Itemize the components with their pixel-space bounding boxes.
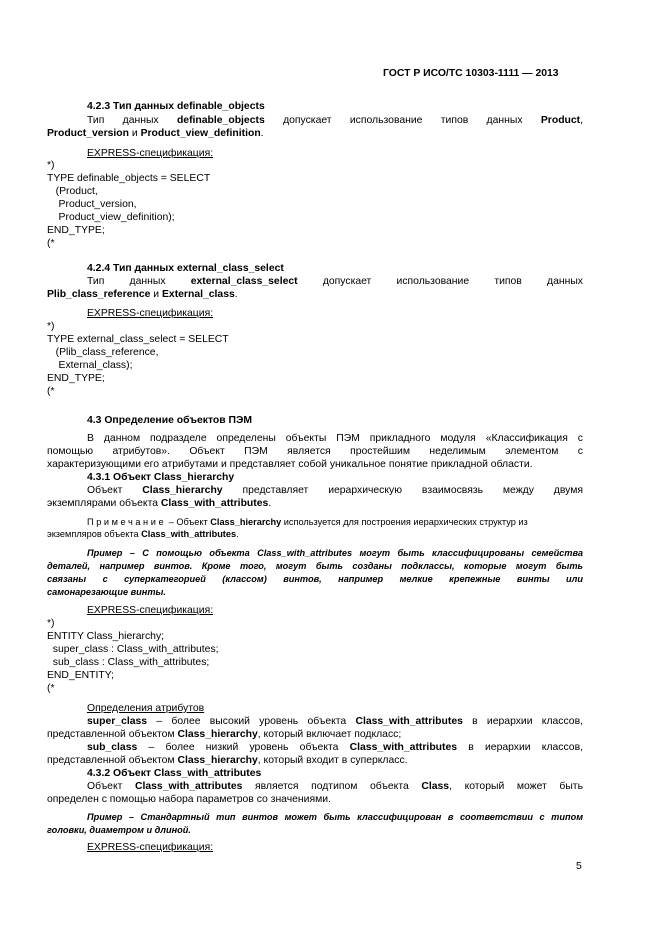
paragraph-4-2-3-line2: Product_version и Product_view_definition. bbox=[47, 128, 264, 139]
example-line2: головки, диаметром и длиной. bbox=[47, 825, 191, 835]
section-heading-4-3-1: 4.3.1 Объект Class_hierarchy bbox=[87, 472, 235, 483]
section-heading-4-2-3: 4.2.3 Тип данных definable_objects bbox=[87, 101, 265, 112]
code-line: END_TYPE; bbox=[47, 373, 105, 384]
code-line: (* bbox=[47, 683, 55, 694]
example-line2: деталей, например винтов. Кроме того, могут быть созданы подклассы, которые могут быть bbox=[47, 561, 583, 571]
code-line: (* bbox=[47, 386, 55, 397]
note-label: Примечание bbox=[87, 517, 167, 527]
attribute-super-class-line1: super_class – более высокий уровень объекта Class_with_attributes в иерархии классов, bbox=[87, 716, 583, 727]
attribute-super-class-line2: представленной объектом Class_hierarchy, который включает подкласс; bbox=[47, 729, 402, 740]
code-line: sub_class : Class_with_attributes; bbox=[47, 657, 210, 668]
code-line: END_TYPE; bbox=[47, 225, 105, 236]
code-line: ENTITY Class_hierarchy; bbox=[47, 631, 165, 642]
code-line: (Plib_class_reference, bbox=[47, 347, 159, 358]
attribute-sub-class-line1: sub_class – более низкий уровень объекта Class_with_attributes в иерархии классов, bbox=[87, 742, 583, 753]
paragraph-4-3-2-line1: Объект Class_with_attributes является подтипом объекта Class, который может быть bbox=[87, 781, 583, 792]
paragraph-4-3-1-line1: Объект Class_hierarchy представляет иерархическую взаимосвязь между двумя bbox=[87, 485, 584, 496]
paragraph-4-2-3-line1: Тип данных definable_objects допускает использование типов данных Product, bbox=[87, 115, 584, 126]
express-spec-label: EXPRESS-спецификация: bbox=[87, 842, 214, 853]
document-header: ГОСТ Р ИСО/ТС 10303-1111 — 2013 bbox=[383, 68, 559, 79]
example-line1: Пример – Стандартный тип винтов может быть классифицирован в соответствии с типом bbox=[87, 812, 583, 822]
section-heading-4-2-4: 4.2.4 Тип данных external_class_select bbox=[87, 263, 284, 274]
attributes-heading: Определения атрибутов bbox=[87, 703, 205, 714]
code-line: (Product, bbox=[47, 186, 98, 197]
express-spec-label: EXPRESS-спецификация: bbox=[87, 148, 214, 159]
example-line1: Пример – С помощью объекта Class_with_attributes могут быть классифицированы семейства bbox=[87, 548, 583, 558]
note-line2: экземпляров объекта Class_with_attributes. bbox=[47, 529, 239, 539]
code-line: External_class); bbox=[47, 360, 133, 371]
code-line: *) bbox=[47, 618, 55, 629]
attribute-sub-class-line2: представленной объектом Class_hierarchy, который входит в суперкласс. bbox=[47, 755, 408, 766]
code-line: Product_version, bbox=[47, 199, 137, 210]
code-line: *) bbox=[47, 160, 55, 171]
code-line: *) bbox=[47, 321, 55, 332]
express-spec-label: EXPRESS-спецификация: bbox=[87, 605, 214, 616]
paragraph-4-3-line2: помощью атрибутов». Объект ПЭМ является простейшим неделимым элементом с bbox=[47, 446, 583, 457]
section-heading-4-3: 4.3 Определение объектов ПЭМ bbox=[87, 415, 253, 426]
page-number: 5 bbox=[576, 861, 582, 872]
example-line4: самонарезающие винты. bbox=[47, 587, 166, 597]
code-line: super_class : Class_with_attributes; bbox=[47, 644, 219, 655]
paragraph-4-3-line3: характеризующими его атрибутами и представляет собой уникальное понятие прикладной области. bbox=[47, 459, 533, 470]
paragraph-4-2-4-line2: Plib_class_reference и External_class. bbox=[47, 289, 238, 300]
paragraph-4-3-line1: В данном подразделе определены объекты ПЭМ прикладного модуля «Классификация с bbox=[87, 433, 583, 444]
example-line3: связаны с суперкатегорией (классом) винтов, например мелкие крепежные винты или bbox=[47, 574, 583, 584]
code-line: END_ENTITY; bbox=[47, 670, 114, 681]
code-line: TYPE external_class_select = SELECT bbox=[47, 334, 229, 345]
code-line: (* bbox=[47, 238, 55, 249]
paragraph-4-2-4-line1: Тип данных external_class_select допускает использование типов данных bbox=[87, 276, 583, 287]
paragraph-4-3-2-line2: определен с помощью набора параметров со значениями. bbox=[47, 794, 331, 805]
paragraph-4-3-1-line2: экземплярами объекта Class_with_attributes. bbox=[47, 498, 272, 509]
code-line: Product_view_definition); bbox=[47, 212, 175, 223]
express-spec-label: EXPRESS-спецификация: bbox=[87, 308, 214, 319]
note-line1: Примечание – Объект Class_hierarchy используется для построения иерархических структур из bbox=[87, 517, 528, 527]
section-heading-4-3-2: 4.3.2 Объект Class_with_attributes bbox=[87, 768, 262, 779]
code-line: TYPE definable_objects = SELECT bbox=[47, 173, 211, 184]
